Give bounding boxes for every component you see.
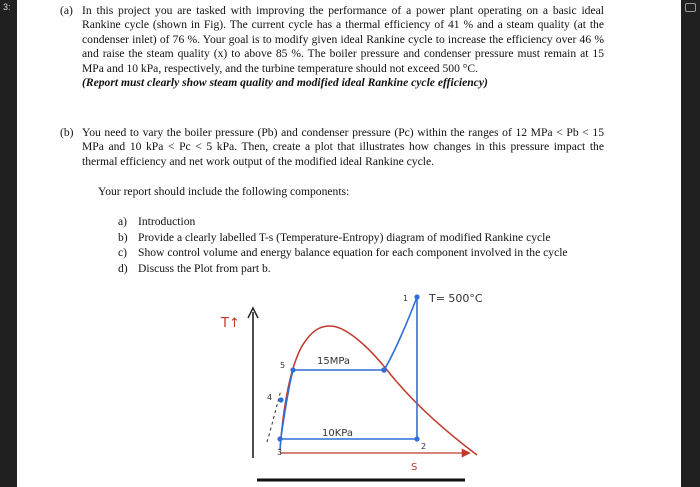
document-page: [17, 0, 681, 487]
point-label-1: 1: [403, 294, 409, 303]
state-point-3: [277, 436, 282, 441]
point-label-2: 2: [421, 442, 427, 451]
state-point-1: [414, 294, 419, 299]
list-item-text: Show control volume and energy balance equation for each component involved in the cycle: [138, 246, 568, 260]
list-item-key: c): [118, 246, 128, 260]
window-edge-left: [0, 0, 17, 487]
part-a-label: (a): [60, 4, 73, 17]
cycle-heating: [281, 370, 293, 437]
state-point-5: [290, 367, 295, 372]
point-label-3: 3: [277, 448, 283, 457]
window-edge-right: [681, 0, 700, 487]
part-a-emphasis: (Report must clearly show steam quality and modified ideal Rankine cycle efficiency): [82, 76, 488, 90]
point-label-5: 5: [280, 361, 286, 370]
list-item-text: Introduction: [138, 215, 196, 228]
temp-note: T= 500°C: [429, 292, 483, 305]
state-point-2: [414, 436, 419, 441]
part-b-label: (b): [60, 126, 74, 139]
t-axis-label: T↑: [221, 316, 240, 331]
report-intro: Your report should include the following components:: [98, 185, 350, 198]
saturation-dome: [280, 326, 477, 455]
boiler-pressure-label: 15MPa: [317, 356, 351, 367]
state-point-sat-vapor: [381, 367, 387, 373]
list-item-key: a): [118, 215, 128, 228]
point-label-4: 4: [267, 393, 273, 402]
condenser-pressure-label: 10KPa: [322, 428, 353, 439]
part-b-text: You need to vary the boiler pressure (Pb) and condenser pressure (Pc) within the ranges of 12 MPa < Pb < 15 MPa and 10 kPa < Pc < 5 kPa. Then, create a plot that illustrates how changes in this pressure impact the thermal efficiency and net work output of the modified ideal Rankine cycle.: [82, 126, 604, 168]
s-axis-label: S: [411, 462, 418, 473]
window-icon[interactable]: [685, 3, 696, 12]
list-item-text: Discuss the Plot from part b.: [138, 261, 271, 275]
clock-label: 3:: [3, 2, 11, 12]
list-item-key: b): [118, 230, 128, 244]
cycle-superheat: [384, 297, 417, 370]
ts-diagram: [17, 0, 681, 487]
part-a-text: In this project you are tasked with improving the performance of a power plant operating on a basic ideal Rankine cycle (shown in Fig). The current cycle has a thermal efficiency of 41 % and a steam quality (at the condenser inlet) of 76 %. Your goal is to modify given ideal Rankine cycle to increase the efficiency over 46 % and raise the steam quality (x) to above 85 %. The boiler pressure and condenser pressure must remain at 15 MPa and 10 kPa, respectively, and the turbine temperature should not exceed 500 °C.: [82, 4, 604, 75]
list-item-key: d): [118, 261, 128, 275]
list-item-text: Provide a clearly labelled T-s (Temperature-Entropy) diagram of modified Rankine cycle: [138, 230, 551, 244]
state-point-4: [278, 397, 283, 402]
